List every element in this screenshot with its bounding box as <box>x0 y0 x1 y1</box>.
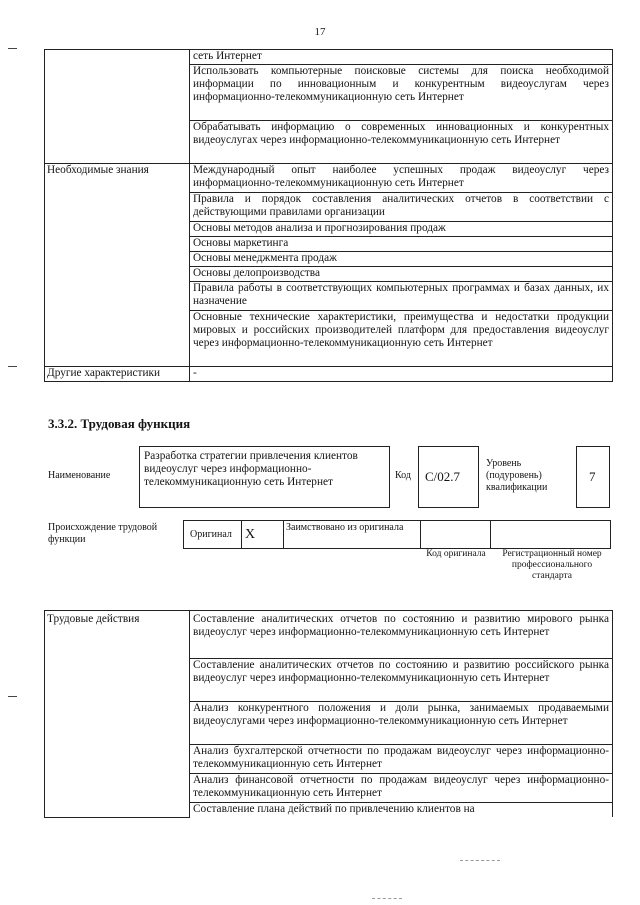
original-mark: X <box>242 521 284 549</box>
origin-table <box>183 520 611 549</box>
scan-artifact <box>372 898 402 899</box>
level-label: Уровень (подуровень) квалификации <box>486 458 548 493</box>
table-cell: Составление аналитических отчетов по состоянию и развитию мирового рынка видеоуслуг через информационно-телекоммуникационную сеть Интернет <box>190 611 613 659</box>
row-label: Трудовые действия <box>45 611 190 818</box>
table-cell: Основы делопроизводства <box>190 267 613 282</box>
original-label: Оригинал <box>184 521 242 549</box>
table-cell: Анализ бухгалтерской отчетности по продажам видеоуслуг через информационно-телекоммуникационную сеть Интернет <box>190 745 613 774</box>
row-label <box>45 50 190 164</box>
table-row <box>45 611 613 659</box>
table-row <box>45 164 613 193</box>
origin-label: Происхождение трудовой функции <box>48 522 158 545</box>
table-cell: Основы маркетинга <box>190 237 613 252</box>
table-cell: Анализ финансовой отчетности по продажам видеоуслуг через информационно-телекоммуникационную сеть Интернет <box>190 774 613 803</box>
name-label: Наименование <box>48 470 111 481</box>
table-cell: Обрабатывать информацию о современных инновационных и конкурентных видеоуслугах через информационно-телекоммуникационную сеть Интернет <box>190 121 613 164</box>
table-cell: Использовать компьютерные поисковые системы для поиска необходимой информации по инновационным и конкурентным видеоуслугам через информационно-телекоммуникационную сеть Интернет <box>190 65 613 121</box>
labour-actions-table <box>44 610 613 818</box>
table-cell: сеть Интернет <box>190 50 613 65</box>
borrowed-label: Заимствовано из оригинала <box>284 521 421 549</box>
function-name-box: Разработка стратегии привлечения клиентов видеоуслуг через информационно-телекоммуникационную сеть Интернет <box>139 446 390 508</box>
registration-note: Регистрационный номер профессионального стандарта <box>502 549 602 581</box>
table-cell: Правила работы в соответствующих компьютерных программах и базах данных, их назначение <box>190 282 613 311</box>
code-box: С/02.7 <box>418 446 479 508</box>
table-row <box>184 521 611 549</box>
table-cell: - <box>190 367 613 382</box>
registration-number-cell <box>491 521 611 549</box>
code-note: Код оригинала <box>426 549 486 559</box>
table-cell: Составление плана действий по привлечению клиентов на <box>190 803 613 818</box>
table-cell: Правила и порядок составления аналитических отчетов в соответствии с действующими правилами организации <box>190 193 613 222</box>
section-heading: 3.3.2. Трудовая функция <box>48 416 191 431</box>
table-cell: Анализ конкурентного положения и доли рынка, занимаемых продаваемыми видеоуслугами через информационно-телекоммуникационную сеть Интернет <box>190 702 613 745</box>
code-label: Код <box>395 470 411 481</box>
original-code-cell <box>421 521 491 549</box>
skills-knowledge-table <box>44 49 613 382</box>
page-number: 17 <box>314 26 326 38</box>
margin-mark <box>8 366 17 367</box>
row-label: Необходимые знания <box>45 164 190 367</box>
table-cell: Основы методов анализа и прогнозирования продаж <box>190 222 613 237</box>
margin-mark <box>8 48 17 49</box>
table-row <box>45 50 613 65</box>
table-row <box>45 367 613 382</box>
scan-artifact <box>460 860 500 861</box>
row-label: Другие характеристики <box>45 367 190 382</box>
level-box: 7 <box>576 446 610 508</box>
table-cell: Основные технические характеристики, преимущества и недостатки продукции мировых и российских производителей платформ для предоставления видеоуслуг через информационно-телекоммуникационную сеть Интернет <box>190 311 613 367</box>
margin-mark <box>8 696 17 697</box>
table-cell: Основы менеджмента продаж <box>190 252 613 267</box>
table-cell: Международный опыт наиболее успешных продаж видеоуслуг через информационно-телекоммуникационную сеть Интернет <box>190 164 613 193</box>
table-cell: Составление аналитических отчетов по состоянию и развитию российского рынка видеоуслуг через информационно-телекоммуникационную сеть Интернет <box>190 659 613 702</box>
